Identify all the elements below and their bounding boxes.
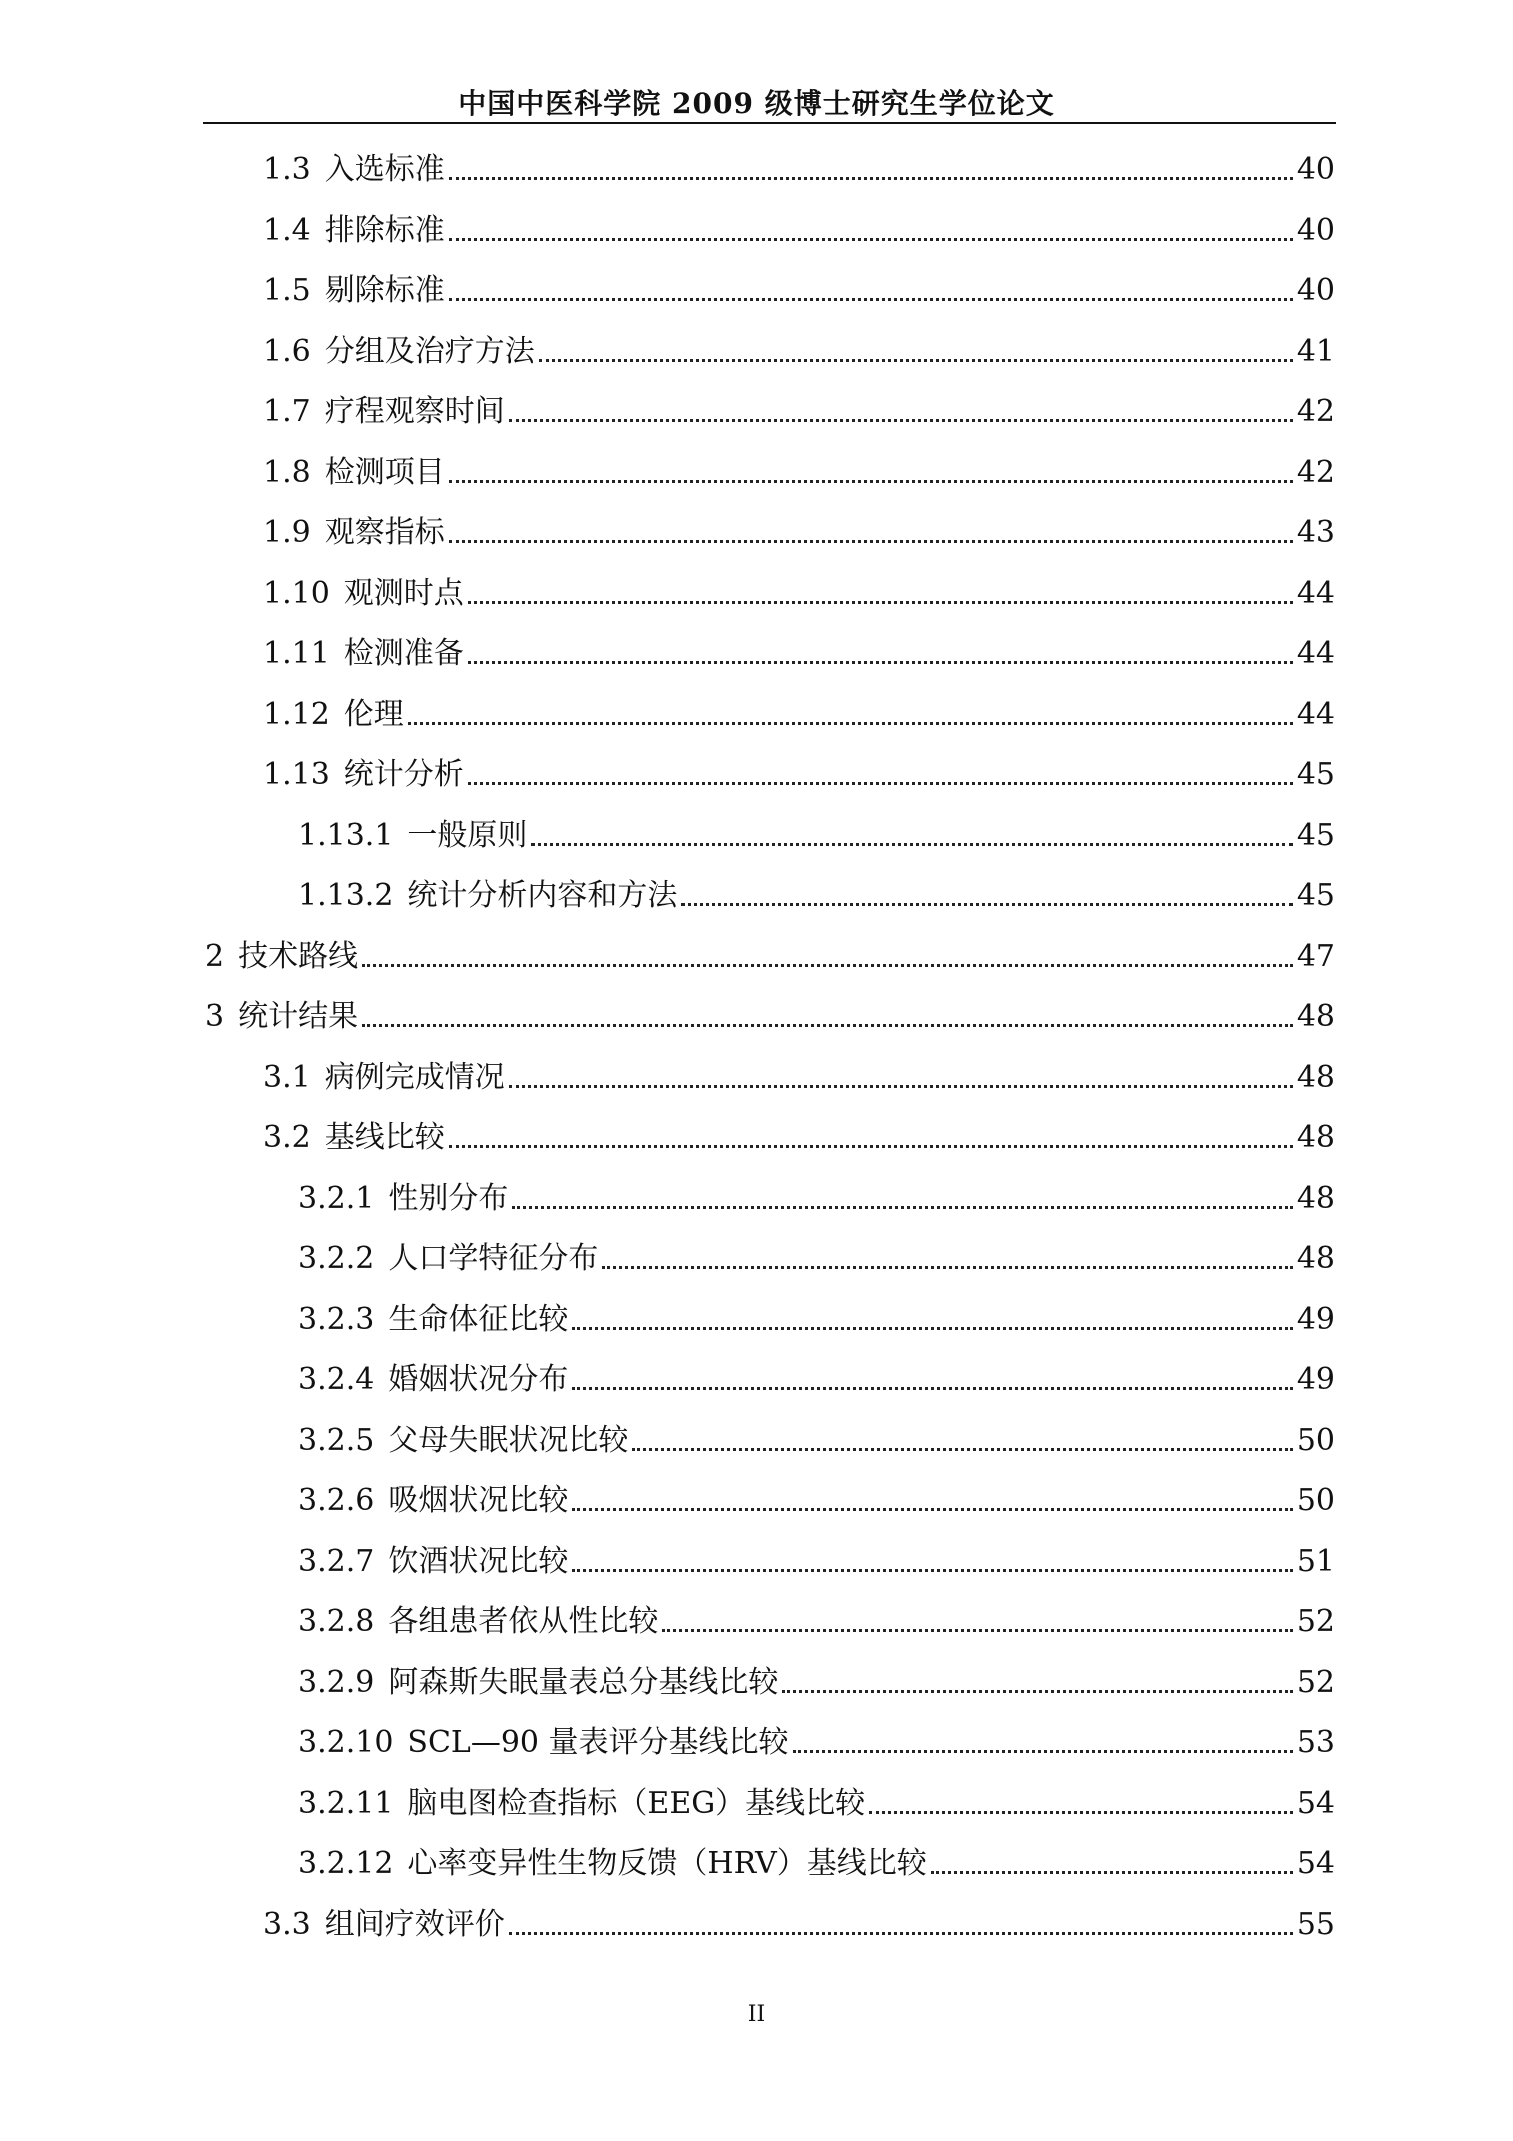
- toc-entry-number: 1.12: [263, 697, 330, 732]
- toc-dot-leader: [869, 1811, 1293, 1814]
- toc-entry[interactable]: [298, 1481, 1335, 1521]
- toc-entry[interactable]: [263, 634, 1335, 674]
- toc-dot-leader: [512, 1206, 1292, 1209]
- toc-entry-page: 44: [1296, 697, 1335, 732]
- toc-entry-title: 饮酒状况比较: [388, 1544, 569, 1579]
- toc-dot-leader: [662, 1629, 1292, 1632]
- toc-entry-title: 统计分析: [343, 757, 464, 792]
- toc-entry[interactable]: [298, 1239, 1335, 1279]
- toc-entry[interactable]: [263, 453, 1335, 493]
- toc-entry[interactable]: [263, 150, 1335, 190]
- toc-dot-leader: [449, 298, 1293, 301]
- toc-entry[interactable]: [263, 332, 1335, 372]
- toc-dot-leader: [793, 1750, 1293, 1753]
- toc-entry-number: 3.2.12: [298, 1846, 394, 1881]
- toc-entry-number: 1.13.1: [298, 818, 394, 853]
- toc-entry-page: 43: [1296, 515, 1335, 550]
- toc-entry-page: 53: [1296, 1725, 1335, 1760]
- toc-entry[interactable]: [298, 1542, 1335, 1582]
- toc-entry[interactable]: [298, 1663, 1335, 1703]
- toc-entry-page: 55: [1296, 1907, 1335, 1942]
- toc-entry-page: 49: [1296, 1362, 1335, 1397]
- toc-dot-leader: [572, 1508, 1292, 1511]
- toc-entry[interactable]: [298, 1723, 1335, 1763]
- toc-entry-number: 3.2.11: [298, 1786, 394, 1821]
- toc-entry[interactable]: [205, 997, 1335, 1037]
- toc-entry-title: 分组及治疗方法: [324, 334, 535, 369]
- toc-entry-title: 观察指标: [324, 515, 445, 550]
- toc-entry-page: 42: [1296, 394, 1335, 429]
- toc-dot-leader: [449, 540, 1293, 543]
- toc-entry-page: 54: [1296, 1786, 1335, 1821]
- toc-entry-title: 技术路线: [238, 939, 359, 974]
- page-number: II: [747, 2002, 766, 2027]
- toc-entry-page: 45: [1296, 818, 1335, 853]
- toc-entry-number: 1.4: [263, 213, 311, 248]
- toc-entry-title: SCL—90 量表评分基线比较: [407, 1725, 789, 1760]
- toc-dot-leader: [572, 1569, 1292, 1572]
- toc-entry-number: 1.5: [263, 273, 311, 308]
- toc-dot-leader: [362, 964, 1293, 967]
- toc-entry-title: 组间疗效评价: [324, 1907, 505, 1942]
- toc-entry[interactable]: [298, 1300, 1335, 1340]
- toc-dot-leader: [362, 1024, 1293, 1027]
- toc-entry-title: 一般原则: [407, 818, 528, 853]
- toc-entry-number: 1.7: [263, 394, 311, 429]
- toc-entry-title: 婚姻状况分布: [388, 1362, 569, 1397]
- toc-dot-leader: [531, 843, 1292, 846]
- toc-entry-number: 3.2: [263, 1120, 311, 1155]
- toc-entry-number: 3.2.1: [298, 1181, 375, 1216]
- toc-entry-number: 3.2.8: [298, 1604, 375, 1639]
- toc-entry-page: 48: [1296, 999, 1335, 1034]
- toc-dot-leader: [539, 359, 1293, 362]
- toc-entry-number: 1.10: [263, 576, 330, 611]
- toc-dot-leader: [632, 1448, 1292, 1451]
- toc-dot-leader: [449, 480, 1293, 483]
- toc-entry-page: 54: [1296, 1846, 1335, 1881]
- toc-entry-number: 3.3: [263, 1907, 311, 1942]
- toc-entry[interactable]: [298, 1360, 1335, 1400]
- toc-entry-number: 3.2.3: [298, 1302, 375, 1337]
- toc-entry-page: 52: [1296, 1604, 1335, 1639]
- toc-entry-page: 51: [1296, 1544, 1335, 1579]
- toc-entry-page: 45: [1296, 878, 1335, 913]
- toc-entry-page: 48: [1296, 1120, 1335, 1155]
- toc-entry-title: 性别分布: [388, 1181, 509, 1216]
- toc-dot-leader: [572, 1387, 1292, 1390]
- toc-entry-number: 3.2.6: [298, 1483, 375, 1518]
- toc-entry-number: 3.2.2: [298, 1241, 375, 1276]
- toc-entry[interactable]: [263, 211, 1335, 251]
- toc-entry-number: 1.13: [263, 757, 330, 792]
- toc-entry[interactable]: [263, 1118, 1335, 1158]
- toc-entry[interactable]: [263, 1058, 1335, 1098]
- toc-entry[interactable]: [298, 1421, 1335, 1461]
- toc-entry[interactable]: [263, 574, 1335, 614]
- toc-entry[interactable]: [263, 513, 1335, 553]
- toc-entry-number: 1.3: [263, 152, 311, 187]
- toc-dot-leader: [782, 1690, 1292, 1693]
- toc-entry-page: 40: [1296, 213, 1335, 248]
- toc-dot-leader: [468, 601, 1293, 604]
- toc-entry-title: 检测项目: [324, 455, 445, 490]
- toc-entry-page: 42: [1296, 455, 1335, 490]
- toc-dot-leader: [468, 661, 1293, 664]
- toc-entry-title: 脑电图检查指标（EEG）基线比较: [407, 1786, 866, 1821]
- toc-entry-page: 50: [1296, 1423, 1335, 1458]
- toc-entry-title: 疗程观察时间: [324, 394, 505, 429]
- toc-entry-title: 检测准备: [343, 636, 464, 671]
- toc-dot-leader: [509, 1085, 1293, 1088]
- toc-entry-page: 52: [1296, 1665, 1335, 1700]
- toc-entry-title: 生命体征比较: [388, 1302, 569, 1337]
- toc-dot-leader: [408, 722, 1293, 725]
- toc-entry[interactable]: [263, 1905, 1335, 1945]
- toc-entry[interactable]: [205, 937, 1335, 977]
- toc-entry-title: 病例完成情况: [324, 1060, 505, 1095]
- toc-dot-leader: [931, 1871, 1293, 1874]
- toc-entry-number: 1.8: [263, 455, 311, 490]
- toc-dot-leader: [572, 1327, 1292, 1330]
- toc-entry-number: 1.11: [263, 636, 330, 671]
- toc-entry-page: 40: [1296, 152, 1335, 187]
- toc-entry-number: 3.2.9: [298, 1665, 375, 1700]
- toc-entry-page: 47: [1296, 939, 1335, 974]
- toc-entry[interactable]: [263, 271, 1335, 311]
- toc-entry-title: 父母失眠状况比较: [388, 1423, 629, 1458]
- toc-entry-title: 统计分析内容和方法: [407, 878, 678, 913]
- toc-entry-title: 各组患者依从性比较: [388, 1604, 659, 1639]
- toc-entry[interactable]: [298, 876, 1335, 916]
- toc-dot-leader: [509, 419, 1293, 422]
- toc-entry-page: 44: [1296, 576, 1335, 611]
- toc-entry-number: 3.2.10: [298, 1725, 394, 1760]
- toc-entry-number: 3.2.7: [298, 1544, 375, 1579]
- toc-entry-title: 排除标准: [324, 213, 445, 248]
- toc-entry-title: 心率变异性生物反馈（HRV）基线比较: [407, 1846, 927, 1881]
- toc-entry-number: 1.6: [263, 334, 311, 369]
- toc-entry-number: 3: [205, 999, 225, 1034]
- toc-entry-number: 2: [205, 939, 225, 974]
- toc-entry-page: 49: [1296, 1302, 1335, 1337]
- toc-entry-title: 阿森斯失眠量表总分基线比较: [388, 1665, 779, 1700]
- toc-entry-title: 伦理: [343, 697, 404, 732]
- header-rule: [203, 122, 1336, 124]
- toc-entry-page: 44: [1296, 636, 1335, 671]
- toc-entry-page: 48: [1296, 1241, 1335, 1276]
- toc-entry[interactable]: [298, 1602, 1335, 1642]
- toc-entry-page: 50: [1296, 1483, 1335, 1518]
- toc-dot-leader: [449, 177, 1293, 180]
- toc-entry-title: 观测时点: [343, 576, 464, 611]
- toc-dot-leader: [449, 238, 1293, 241]
- toc-entry-page: 41: [1296, 334, 1335, 369]
- toc-entry-page: 45: [1296, 757, 1335, 792]
- running-header: 中国中医科学院 2009 级博士研究生学位论文: [458, 87, 1055, 120]
- toc-entry-number: 1.13.2: [298, 878, 394, 913]
- toc-entry-title: 人口学特征分布: [388, 1241, 599, 1276]
- toc-entry-title: 吸烟状况比较: [388, 1483, 569, 1518]
- toc-dot-leader: [509, 1932, 1293, 1935]
- toc-entry[interactable]: [263, 392, 1335, 432]
- toc-dot-leader: [681, 903, 1292, 906]
- toc-entry-page: 48: [1296, 1060, 1335, 1095]
- toc-entry-number: 3.1: [263, 1060, 311, 1095]
- toc-dot-leader: [468, 782, 1293, 785]
- toc-entry-title: 统计结果: [238, 999, 359, 1034]
- toc-entry-title: 基线比较: [324, 1120, 445, 1155]
- toc-entry[interactable]: [298, 816, 1335, 856]
- toc-entry-number: 1.9: [263, 515, 311, 550]
- toc-entry[interactable]: [263, 695, 1335, 735]
- toc-dot-leader: [602, 1266, 1292, 1269]
- toc-entry-title: 入选标准: [324, 152, 445, 187]
- toc-entry-page: 48: [1296, 1181, 1335, 1216]
- toc-entry[interactable]: [263, 755, 1335, 795]
- toc-entry-title: 剔除标准: [324, 273, 445, 308]
- toc-entry-page: 40: [1296, 273, 1335, 308]
- toc-entry-number: 3.2.4: [298, 1362, 375, 1397]
- toc-entry-number: 3.2.5: [298, 1423, 375, 1458]
- toc-entry[interactable]: [298, 1844, 1335, 1884]
- toc-dot-leader: [449, 1145, 1293, 1148]
- toc-entry[interactable]: [298, 1179, 1335, 1219]
- toc-entry[interactable]: [298, 1784, 1335, 1824]
